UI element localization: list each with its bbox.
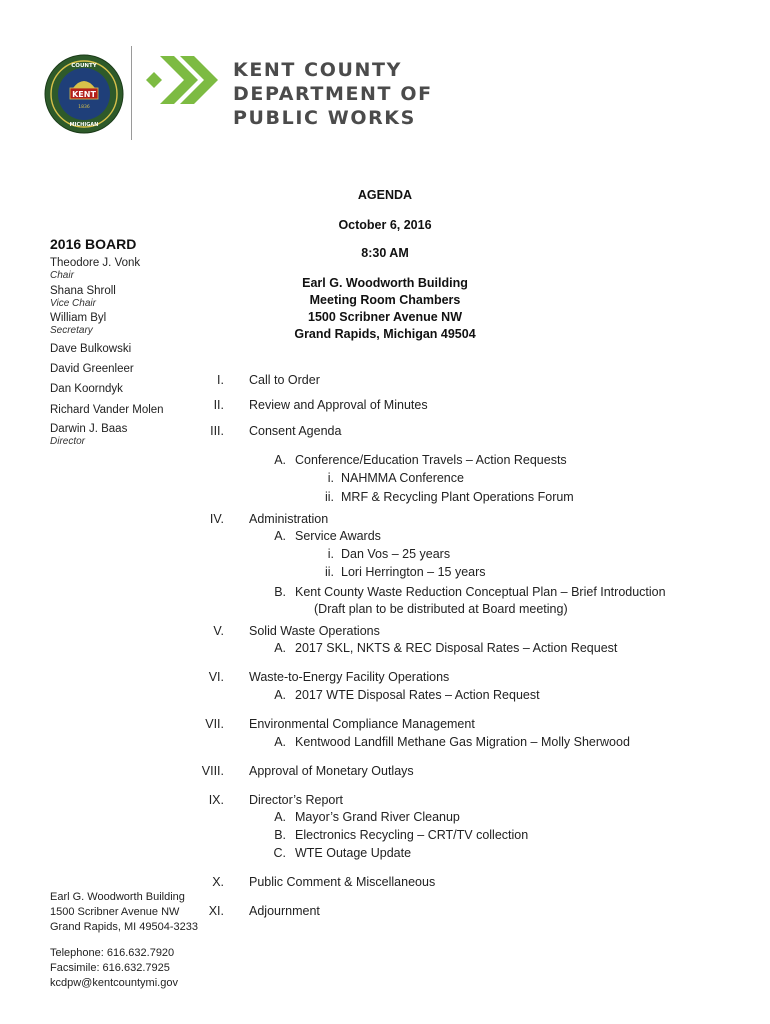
- board-member-role: Director: [50, 436, 86, 447]
- contact-street: 1500 Scribner Avenue NW: [50, 906, 180, 918]
- board-member-name: Dave Bulkowski: [50, 343, 132, 355]
- agenda-subitem-letter: A.: [274, 453, 286, 467]
- agenda-subitem-text: Conference/Education Travels – Action Requests: [295, 453, 567, 467]
- board-member-name: Theodore J. Vonk: [50, 257, 141, 269]
- dpw-logo-line-1: KENT COUNTY: [233, 59, 402, 81]
- agenda-item-number: VIII.: [201, 764, 224, 778]
- agenda-item-text: Public Comment & Miscellaneous: [249, 875, 436, 889]
- board-member-name: Dan Koorndyk: [50, 383, 123, 395]
- seal-county-text: COUNTY: [71, 63, 97, 69]
- contact-city: Grand Rapids, MI 49504-3233: [50, 921, 198, 933]
- agenda-item-text: Adjournment: [249, 904, 320, 918]
- agenda-subsubitem-text: Dan Vos – 25 years: [341, 547, 451, 561]
- board-title: 2016 BOARD: [50, 236, 137, 252]
- agenda-subsubitem-number: i.: [327, 547, 334, 561]
- dpw-logo-line-2: DEPARTMENT OF: [233, 83, 433, 105]
- agenda-subitem-letter: A.: [274, 810, 286, 824]
- seal-michigan-text: MICHIGAN: [69, 122, 99, 128]
- agenda-subitem-text: Service Awards: [295, 529, 381, 543]
- agenda-item-number: I.: [217, 373, 224, 387]
- board-member-role: Secretary: [50, 325, 93, 336]
- agenda-item-text: Waste-to-Energy Facility Operations: [249, 670, 450, 684]
- agenda-title: AGENDA: [357, 188, 413, 202]
- agenda-item-text: Review and Approval of Minutes: [249, 398, 428, 412]
- header-divider: [131, 46, 132, 140]
- agenda-subsubitem-text: NAHMMA Conference: [341, 471, 464, 485]
- agenda-item-text: Approval of Monetary Outlays: [249, 764, 414, 778]
- agenda-subitem-letter: A.: [274, 529, 286, 543]
- agenda-item-text: Call to Order: [249, 373, 320, 387]
- agenda-subsubitem-number: ii.: [324, 490, 334, 504]
- agenda-item-number: VII.: [205, 717, 224, 731]
- agenda-item-text: Environmental Compliance Management: [249, 717, 475, 731]
- dpw-logo-line-3: PUBLIC WORKS: [233, 107, 416, 129]
- board-member-name: William Byl: [50, 312, 107, 324]
- contact-telephone: Telephone: 616.632.7920: [50, 947, 175, 959]
- agenda-subitem-text: Mayor’s Grand River Cleanup: [295, 810, 460, 824]
- meeting-date: October 6, 2016: [338, 218, 432, 232]
- agenda-item-text: Consent Agenda: [249, 424, 342, 438]
- agenda-item-text: Solid Waste Operations: [249, 624, 380, 638]
- agenda-item-text: Administration: [249, 512, 329, 526]
- agenda-subitem-letter: B.: [274, 828, 286, 842]
- agenda-subitem-letter: C.: [273, 846, 286, 860]
- meeting-time: 8:30 AM: [361, 246, 409, 260]
- meeting-city: Grand Rapids, Michigan 49504: [294, 327, 476, 341]
- agenda-item-number: IX.: [208, 793, 224, 807]
- contact-facsimile: Facsimile: 616.632.7925: [50, 962, 170, 974]
- meeting-building: Earl G. Woodworth Building: [302, 276, 468, 290]
- board-member-role: Chair: [50, 270, 74, 281]
- agenda-item-number: XI.: [208, 904, 224, 918]
- dpw-chevron-logo-icon: [146, 56, 222, 104]
- seal-kent-text: KENT: [72, 90, 96, 99]
- seal-est-text: 1836: [78, 105, 90, 110]
- agenda-item-number: X.: [212, 875, 224, 889]
- agenda-subitem-text: Kent County Waste Reduction Conceptual Plan – Brief Introduction: [295, 585, 666, 599]
- agenda-subitem-text: Electronics Recycling – CRT/TV collection: [295, 828, 529, 842]
- agenda-subitem-letter: A.: [274, 641, 286, 655]
- agenda-subitem-letter: A.: [274, 735, 286, 749]
- board-member-role: Vice Chair: [50, 298, 96, 309]
- agenda-subitem-note: (Draft plan to be distributed at Board meeting): [314, 602, 568, 616]
- agenda-item-number: II.: [213, 398, 224, 412]
- board-member-name: Darwin J. Baas: [50, 423, 128, 435]
- agenda-item-number: V.: [213, 624, 224, 638]
- meeting-room: Meeting Room Chambers: [309, 293, 461, 307]
- county-seal-logo: [44, 54, 124, 134]
- agenda-item-number: III.: [210, 424, 224, 438]
- agenda-subitem-text: WTE Outage Update: [295, 846, 412, 860]
- board-member-name: David Greenleer: [50, 363, 134, 375]
- agenda-subitem-letter: B.: [274, 585, 286, 599]
- agenda-subitem-text: Kentwood Landfill Methane Gas Migration – Molly Sherwood: [295, 735, 630, 749]
- agenda-item-number: IV.: [209, 512, 224, 526]
- agenda-subsubitem-number: i.: [327, 471, 334, 485]
- contact-email: kcdpw@kentcountymi.gov: [50, 977, 178, 989]
- meeting-street: 1500 Scribner Avenue NW: [308, 310, 462, 324]
- contact-building: Earl G. Woodworth Building: [50, 891, 185, 903]
- agenda-subsubitem-text: MRF & Recycling Plant Operations Forum: [341, 490, 574, 504]
- agenda-item-number: VI.: [208, 670, 224, 684]
- agenda-subsubitem-number: ii.: [324, 565, 334, 579]
- agenda-subitem-letter: A.: [274, 688, 286, 702]
- agenda-subitem-text: 2017 WTE Disposal Rates – Action Request: [295, 688, 540, 702]
- board-member-name: Richard Vander Molen: [50, 404, 164, 416]
- agenda-subsubitem-text: Lori Herrington – 15 years: [341, 565, 486, 579]
- agenda-subitem-text: 2017 SKL, NKTS & REC Disposal Rates – Action Request: [295, 641, 618, 655]
- board-member-name: Shana Shroll: [50, 285, 116, 297]
- agenda-item-text: Director’s Report: [249, 793, 344, 807]
